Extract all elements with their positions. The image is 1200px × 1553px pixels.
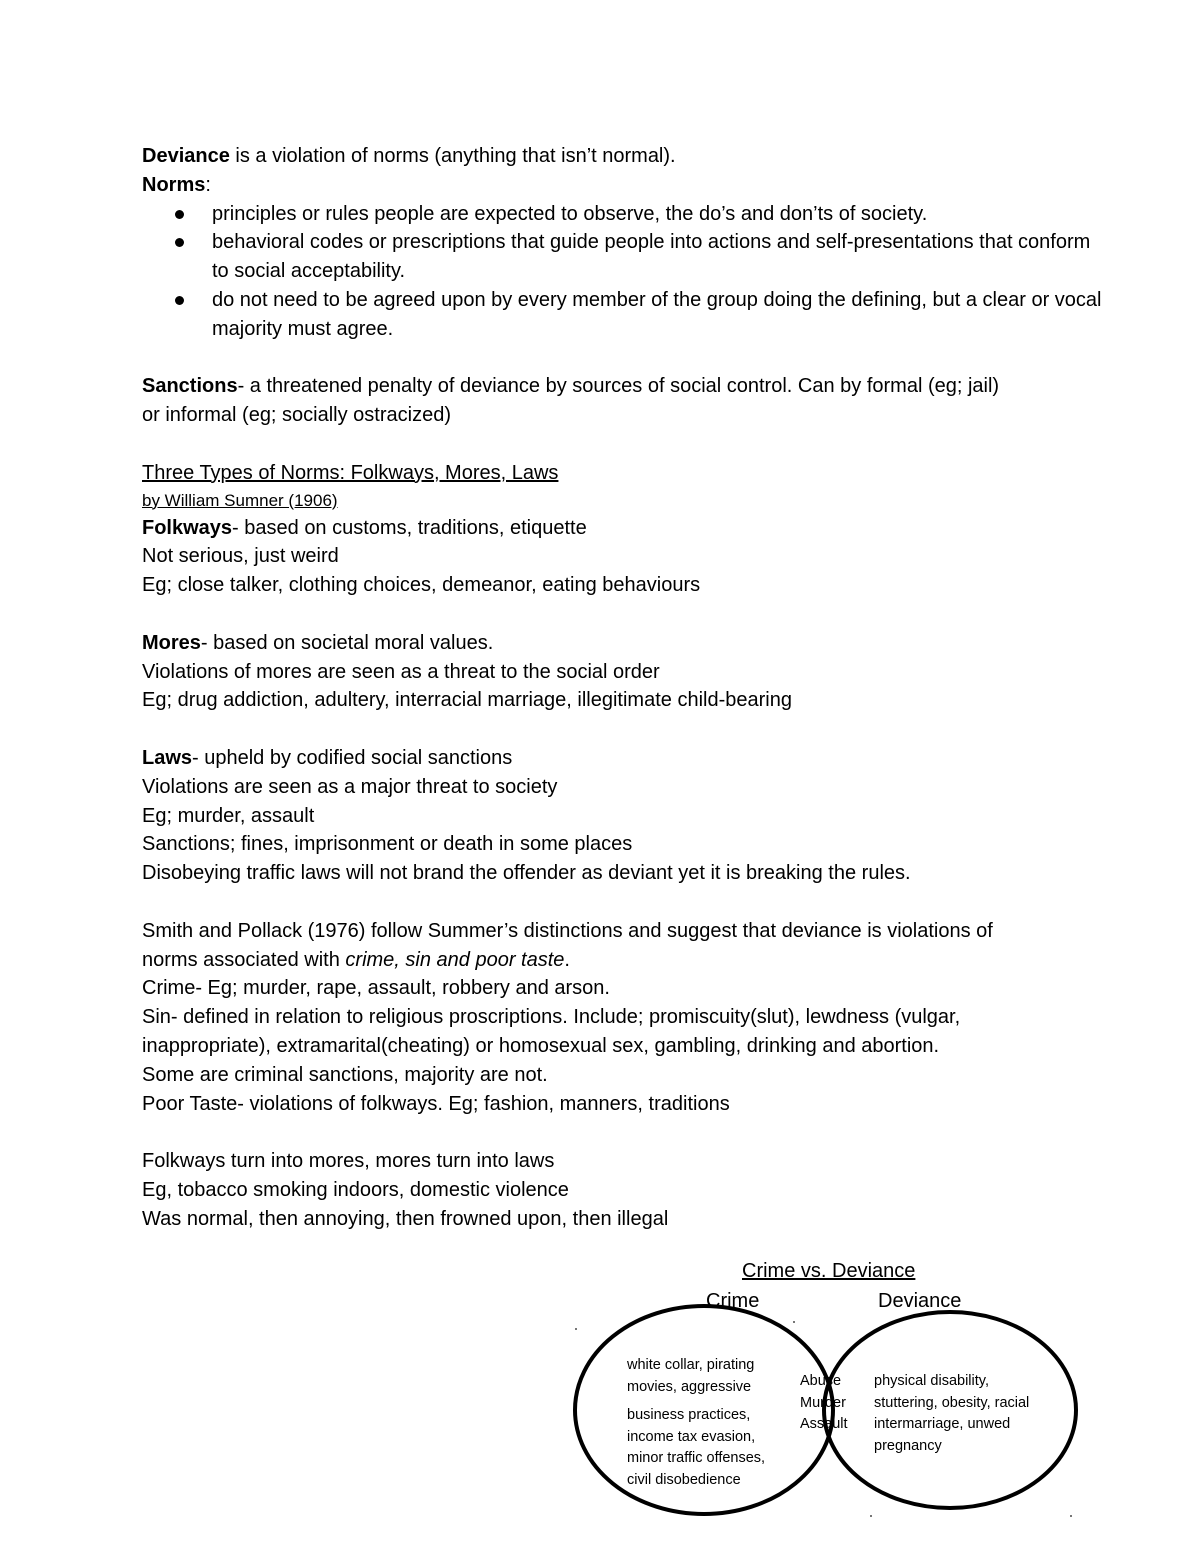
folkways-line-3: Eg; close talker, clothing choices, demeanor, eating behaviours: [142, 574, 701, 597]
smith-line-2: [142, 946, 1082, 975]
deviance-term: Deviance: [142, 145, 230, 167]
laws-definition: [142, 744, 1082, 773]
deviance-item: intermarriage, unwed: [874, 1416, 1011, 1432]
overlap-item: Abuse: [800, 1373, 842, 1389]
mores-def: - based on societal moral values.: [200, 631, 494, 654]
venn-overlap-items: [800, 1371, 848, 1436]
norms-bullet-list: [142, 200, 1102, 344]
poor-taste-line: Poor Taste- violations of folkways. Eg; fashion, manners, traditions: [142, 1092, 730, 1115]
crime-item: business practices,: [627, 1407, 751, 1423]
laws-line-2: Violations are seen as a major threat to society: [142, 775, 558, 798]
stray-dot: [870, 1515, 872, 1517]
deviance-item: pregnancy: [874, 1437, 942, 1454]
mores-line-2: Violations of mores are seen as a threat to the social order: [142, 660, 660, 683]
venn-label-deviance: Deviance: [878, 1290, 962, 1312]
laws-term: Laws: [142, 746, 193, 769]
norms-bullet-1: principles or rules people are expected to observe, the do’s and don’ts of society.: [142, 200, 1112, 229]
evolution-line-2: Eg, tobacco smoking indoors, domestic violence: [142, 1178, 569, 1201]
document-body: [142, 142, 1102, 1233]
norms-term: Norms: [142, 173, 206, 196]
deviance-item: stuttering, obesity, racial: [874, 1394, 1030, 1411]
norms-colon: :: [205, 173, 211, 196]
mores-definition: [142, 629, 1082, 658]
sin-line-1: Sin- defined in relation to religious proscriptions. Include; promiscuity(slut), lewdness (vulgar,: [142, 1006, 961, 1029]
sanctions-def-line-2: or informal (eg; socially ostracized): [142, 404, 451, 427]
crime-item: movies, aggressive: [627, 1378, 752, 1395]
evolution-line-3: Was normal, then annoying, then frowned upon, then illegal: [142, 1207, 669, 1230]
laws-def: - upheld by codified social sanctions: [192, 746, 513, 769]
crime-item: minor traffic offenses,: [627, 1450, 766, 1466]
sin-line-2: inappropriate), extramarital(cheating) or homosexual sex, gambling, drinking and abortion.: [142, 1034, 940, 1057]
smith-line-2-em: crime, sin and poor taste: [345, 948, 565, 971]
crime-examples: Crime- Eg; murder, rape, assault, robbery and arson.: [142, 977, 610, 1000]
overlap-item: Assault: [800, 1416, 848, 1432]
crime-item: white collar, pirating: [627, 1357, 755, 1373]
evolution-line-1: Folkways turn into mores, mores turn into laws: [142, 1150, 555, 1173]
sin-line-3: Some are criminal sanctions, majority are not.: [142, 1063, 548, 1086]
folkways-definition: [142, 514, 1082, 543]
stray-dot: [793, 1321, 795, 1323]
norms-heading: [142, 171, 1082, 200]
deviance-def-text: is a violation of norms (anything that isn’t normal).: [229, 145, 676, 167]
types-byline: by William Sumner (1906): [142, 490, 338, 510]
sanctions-definition: [142, 372, 1082, 401]
stray-dot: [1070, 1515, 1072, 1517]
venn-title: Crime vs. Deviance: [742, 1260, 916, 1282]
laws-line-4: Sanctions; fines, imprisonment or death in some places: [142, 833, 633, 856]
mores-term: Mores: [142, 631, 201, 654]
norms-bullet-2: behavioral codes or prescriptions that guide people into actions and self-presentations that conform to social acceptability.: [142, 228, 1112, 286]
venn-label-crime: Crime: [706, 1290, 760, 1312]
deviance-definition: [142, 142, 1082, 171]
laws-line-3: Eg; murder, assault: [142, 804, 315, 827]
mores-line-3: Eg; drug addiction, adultery, interracial marriage, illegitimate child-bearing: [142, 689, 792, 712]
smith-line-1: Smith and Pollack (1976) follow Summer’s distinctions and suggest that deviance is violations of: [142, 919, 993, 942]
sanctions-def-line-1: - a threatened penalty of deviance by sources of social control. Can by formal (eg; jail): [237, 375, 1000, 398]
venn-deviance-items: [874, 1371, 1029, 1457]
norms-bullet-3: do not need to be agreed upon by every member of the group doing the defining, but a clear or vocal majority must agree.: [142, 286, 1112, 344]
venn-crime-items-1: [627, 1355, 754, 1398]
crime-item: income tax evasion,: [627, 1428, 756, 1445]
laws-line-5: Disobeying traffic laws will not brand the offender as deviant yet it is breaking the rules.: [142, 862, 911, 885]
folkways-term: Folkways: [142, 516, 233, 539]
folkways-line-2: Not serious, just weird: [142, 545, 339, 568]
smith-line-2-post: .: [564, 948, 570, 971]
overlap-item: Murder: [800, 1394, 846, 1411]
sanctions-term: Sanctions: [142, 375, 238, 398]
venn-crime-items-2: [627, 1405, 765, 1491]
deviance-item: physical disability,: [874, 1373, 989, 1389]
smith-line-2-pre: norms associated with: [142, 948, 346, 971]
crime-item: civil disobedience: [627, 1471, 741, 1488]
stray-dot: [575, 1328, 577, 1330]
folkways-def: - based on customs, traditions, etiquette: [232, 516, 587, 539]
types-heading: Three Types of Norms: Folkways, Mores, Laws: [142, 461, 559, 484]
